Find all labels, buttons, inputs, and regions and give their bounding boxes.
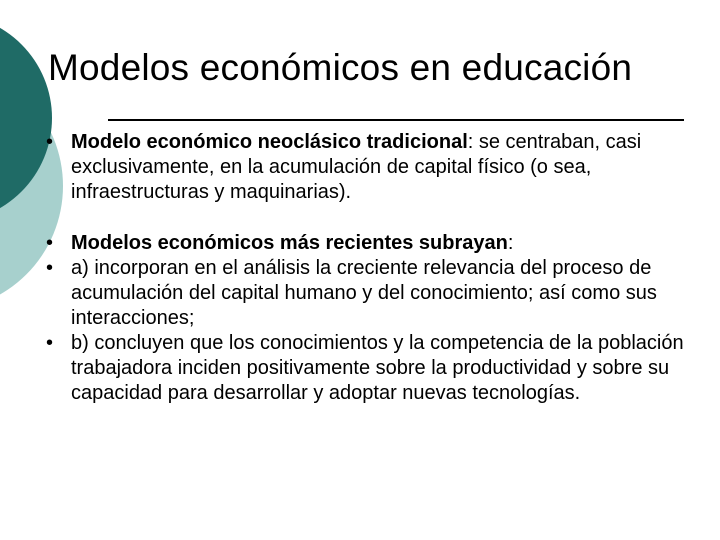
- bullet-marker: •: [46, 332, 54, 354]
- bullet-heading: Modelos económicos más recientes subrayan: [71, 232, 508, 254]
- bullet-text: b) concluyen que los conocimientos y la competencia de la población trabajadora inciden positivamente sobre la productividad y sobre su capacidad para desarrollar y adoptar nuevas tecnologías.: [71, 332, 684, 404]
- bullet-text: :: [507, 232, 514, 254]
- bullet-list: [46, 130, 686, 406]
- bullet-heading: Modelo económico neoclásico tradicional: [71, 131, 468, 153]
- bullet-marker: •: [46, 131, 54, 153]
- bullet-text: a) incorporan en el análisis la creciente relevancia del proceso de acumulación del capital humano y del conocimiento; así como sus interacciones;: [71, 257, 657, 329]
- bullet-item-point-a: [46, 256, 686, 331]
- bullet-text: : se centraban, casi exclusivamente, en la acumulación de capital físico (o sea, infraestructuras y maquinarias).: [71, 131, 642, 203]
- bullet-item-neoclassical: [46, 130, 686, 205]
- bullet-marker: •: [46, 257, 54, 279]
- bullet-marker: •: [46, 232, 54, 254]
- slide-title: Modelos económicos en educación: [48, 47, 633, 88]
- bullet-item-point-b: [46, 331, 686, 406]
- bullet-item-recent-models: [46, 231, 686, 256]
- title-underline: [108, 119, 684, 121]
